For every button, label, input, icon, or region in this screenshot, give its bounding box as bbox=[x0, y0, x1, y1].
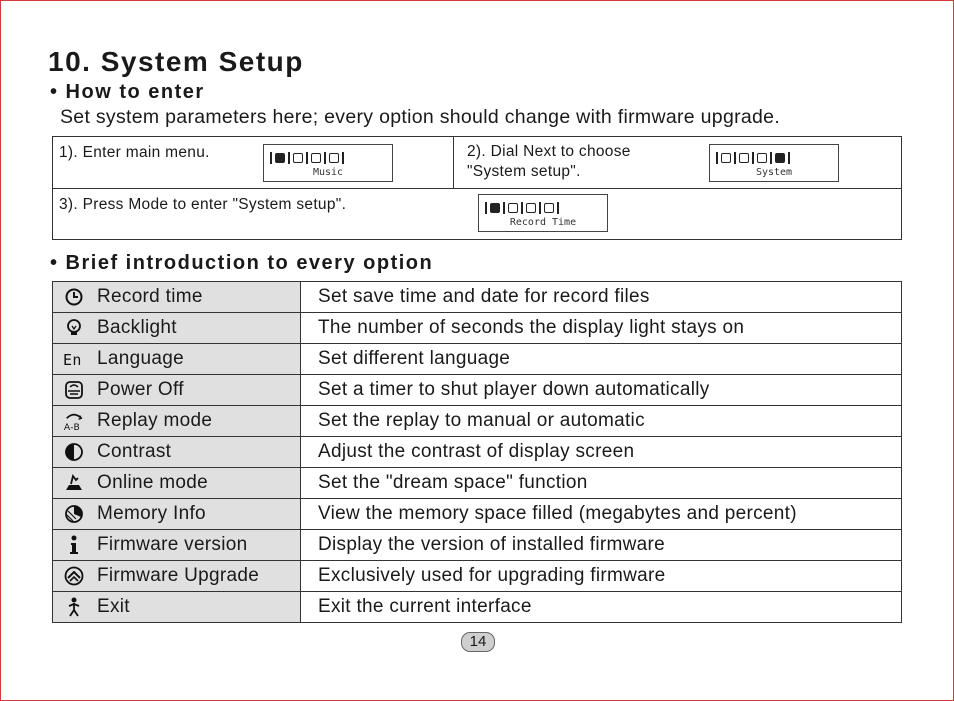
option-description: Set a timer to shut player down automatically bbox=[301, 375, 902, 406]
page-number: 14 bbox=[461, 632, 495, 652]
step-2-line2: "System setup". bbox=[467, 163, 581, 180]
option-name: Online mode bbox=[97, 472, 209, 493]
language-en-icon bbox=[526, 203, 536, 213]
option-row bbox=[53, 375, 902, 406]
option-name: Backlight bbox=[97, 317, 177, 338]
option-row bbox=[53, 406, 902, 437]
clock-icon bbox=[490, 203, 500, 213]
steps-table bbox=[52, 136, 902, 240]
exit-icon bbox=[63, 596, 85, 618]
intro-text: Set system parameters here; every option should change with firmware upgrade. bbox=[60, 106, 781, 128]
lcd-music-screen bbox=[263, 144, 393, 182]
option-name-cell bbox=[53, 406, 301, 437]
memory-pie-icon bbox=[63, 503, 85, 525]
option-description: Display the version of installed firmware bbox=[301, 530, 902, 561]
music-icon bbox=[275, 153, 285, 163]
power-timer-icon bbox=[544, 203, 554, 213]
speaker-icon bbox=[311, 153, 321, 163]
option-row bbox=[53, 344, 902, 375]
lcd-record-time-screen bbox=[478, 194, 608, 232]
svg-text:En: En bbox=[63, 351, 82, 369]
option-row bbox=[53, 592, 902, 623]
option-name: Firmware Upgrade bbox=[97, 565, 260, 586]
option-row bbox=[53, 313, 902, 344]
option-description: Set the "dream space" function bbox=[301, 468, 902, 499]
option-name: Replay mode bbox=[97, 410, 213, 431]
brief-intro-heading: • Brief introduction to every option bbox=[50, 252, 434, 274]
options-table bbox=[52, 281, 902, 623]
step-2 bbox=[467, 142, 631, 182]
option-description: Set save time and date for record files bbox=[301, 282, 902, 313]
option-row bbox=[53, 282, 902, 313]
option-description: View the memory space filled (megabytes and percent) bbox=[301, 499, 902, 530]
option-name: Memory Info bbox=[97, 503, 206, 524]
option-name-cell bbox=[53, 437, 301, 468]
step-2-line1: 2). Dial Next to choose bbox=[467, 143, 631, 160]
lcd-label: Music bbox=[312, 167, 344, 178]
power-timer-icon bbox=[63, 379, 85, 401]
option-description: Set different language bbox=[301, 344, 902, 375]
option-row bbox=[53, 499, 902, 530]
option-name: Language bbox=[97, 348, 184, 369]
steps-divider bbox=[453, 137, 454, 188]
option-name: Power Off bbox=[97, 379, 184, 400]
option-description: Adjust the contrast of display screen bbox=[301, 437, 902, 468]
option-name: Record time bbox=[97, 286, 203, 307]
mic-icon bbox=[293, 153, 303, 163]
lcd-label: System bbox=[755, 167, 793, 178]
lcd-icon-strip bbox=[485, 201, 601, 215]
step-1: 1). Enter main menu. bbox=[59, 144, 210, 161]
contrast-icon bbox=[63, 441, 85, 463]
option-row bbox=[53, 530, 902, 561]
option-row bbox=[53, 437, 902, 468]
speaker-icon bbox=[739, 153, 749, 163]
option-name-cell bbox=[53, 561, 301, 592]
upgrade-icon bbox=[63, 565, 85, 587]
clock-icon bbox=[63, 286, 85, 308]
option-name-cell bbox=[53, 282, 301, 313]
language-en-icon bbox=[63, 348, 85, 370]
step-3: 3). Press Mode to enter "System setup". bbox=[59, 196, 347, 213]
option-row bbox=[53, 468, 902, 499]
option-name-cell bbox=[53, 313, 301, 344]
option-name: Firmware version bbox=[97, 534, 248, 555]
option-name: Exit bbox=[97, 596, 130, 617]
option-name-cell bbox=[53, 468, 301, 499]
system-icon bbox=[775, 153, 785, 163]
svg-text:A-B: A-B bbox=[63, 422, 81, 432]
settings-icon bbox=[757, 153, 767, 163]
option-description: The number of seconds the display light stays on bbox=[301, 313, 902, 344]
option-name-cell bbox=[53, 344, 301, 375]
bulb-icon bbox=[63, 317, 85, 339]
option-name-cell bbox=[53, 592, 301, 623]
lcd-label: Record Time bbox=[509, 217, 577, 228]
info-icon bbox=[63, 534, 85, 556]
option-description: Set the replay to manual or automatic bbox=[301, 406, 902, 437]
lcd-system-screen bbox=[709, 144, 839, 182]
option-name-cell bbox=[53, 530, 301, 561]
steps-divider bbox=[53, 188, 901, 189]
option-description: Exclusively used for upgrading firmware bbox=[301, 561, 902, 592]
lcd-icon-strip bbox=[270, 151, 386, 165]
mic-icon bbox=[721, 153, 731, 163]
option-name: Contrast bbox=[97, 441, 172, 462]
online-icon bbox=[63, 472, 85, 494]
option-row bbox=[53, 561, 902, 592]
bulb-icon bbox=[508, 203, 518, 213]
ab-repeat-icon bbox=[63, 410, 85, 432]
option-name-cell bbox=[53, 499, 301, 530]
how-to-enter-heading: • How to enter bbox=[50, 81, 205, 103]
lcd-icon-strip bbox=[716, 151, 832, 165]
settings-icon bbox=[329, 153, 339, 163]
page-title: 10. System Setup bbox=[48, 46, 304, 77]
option-description: Exit the current interface bbox=[301, 592, 902, 623]
option-name-cell bbox=[53, 375, 301, 406]
